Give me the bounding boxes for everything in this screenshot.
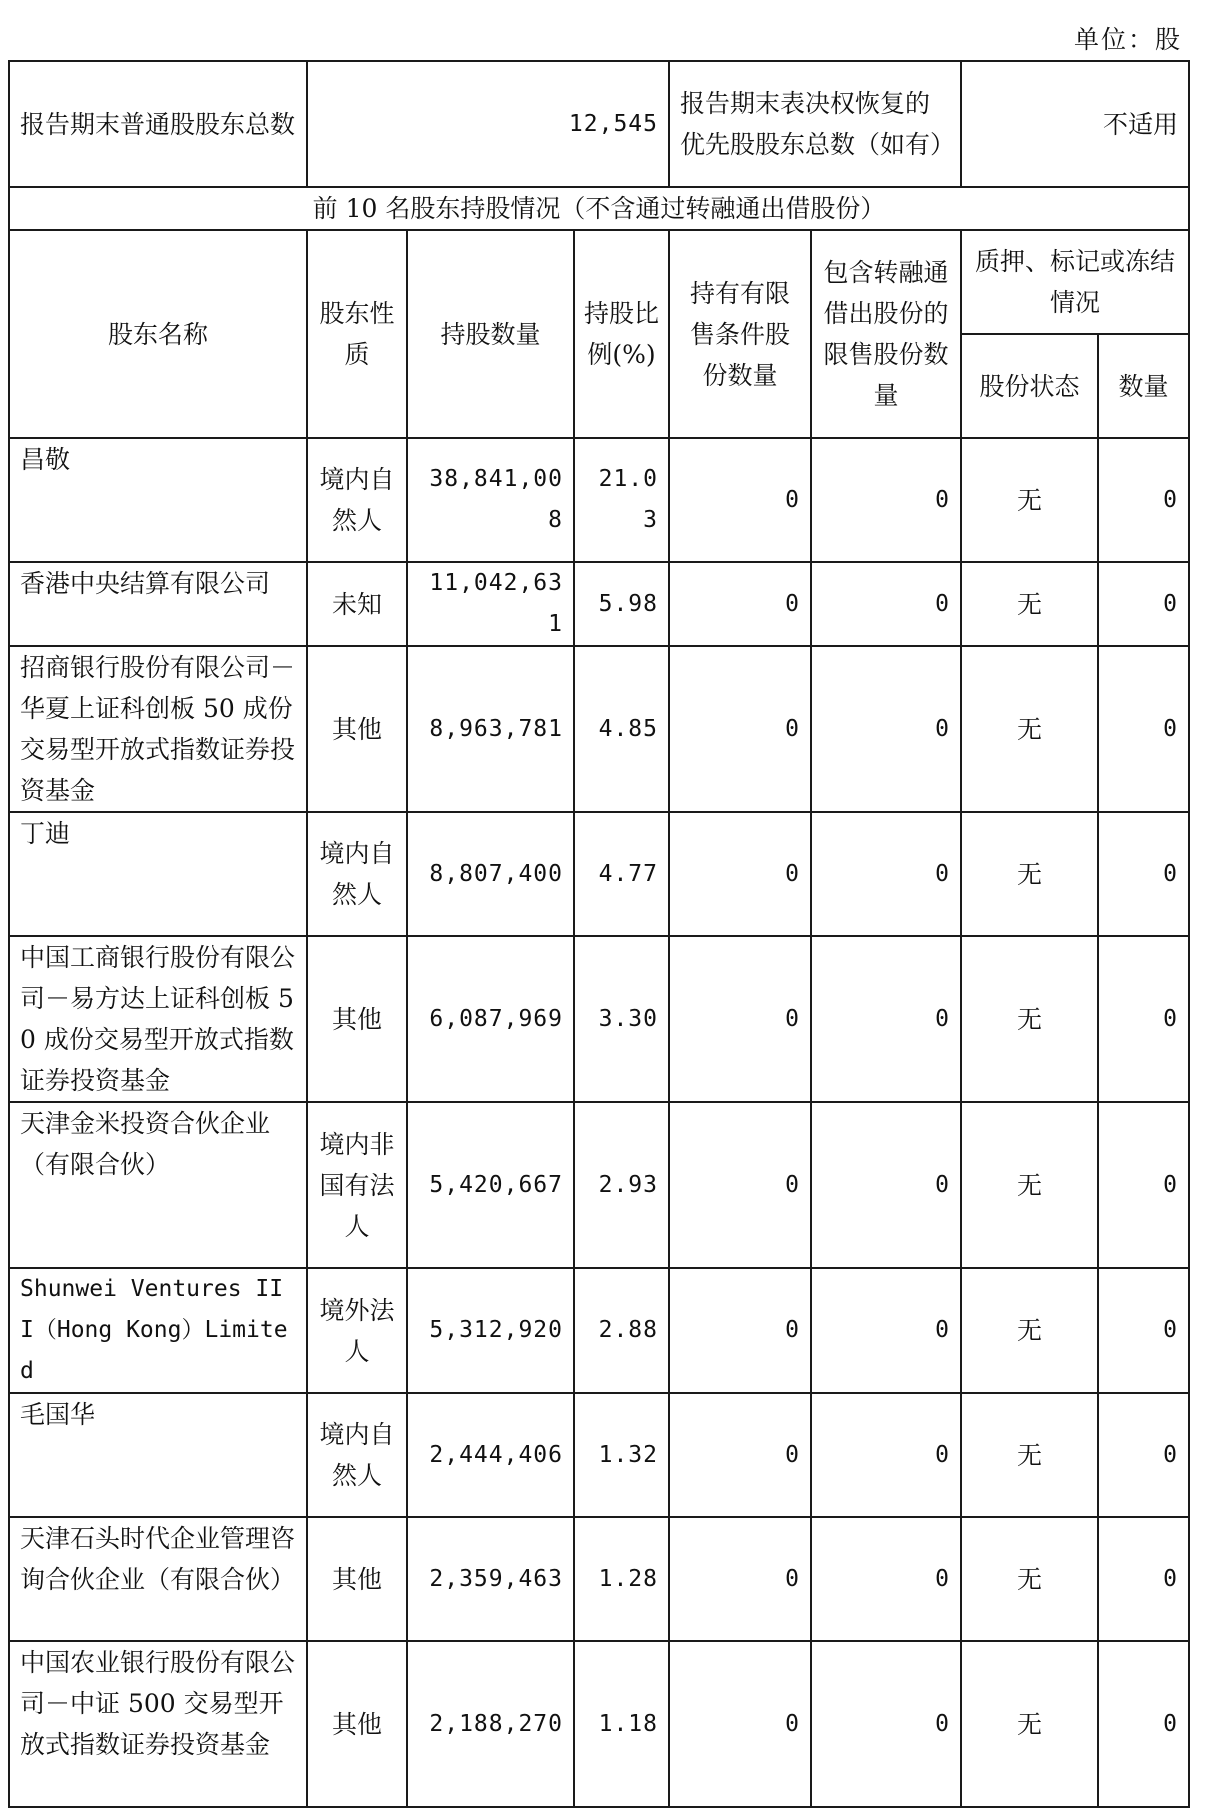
cell-qty: 0 bbox=[1098, 1102, 1189, 1268]
table-row bbox=[9, 936, 1189, 1102]
cell-lent: 0 bbox=[811, 646, 961, 812]
cell-qty: 0 bbox=[1098, 812, 1189, 936]
cell-name: 中国农业银行股份有限公司－中证 500 交易型开放式指数证券投资基金 bbox=[9, 1641, 307, 1807]
header-lent-restricted: 包含转融通借出股份的限售股份数量 bbox=[811, 230, 961, 438]
cell-shares: 2,188,270 bbox=[407, 1641, 574, 1807]
cell-nature: 其他 bbox=[307, 1517, 407, 1641]
common-holders-label: 报告期末普通股股东总数 bbox=[9, 61, 307, 187]
header-shares: 持股数量 bbox=[407, 230, 574, 438]
header-ratio: 持股比例(%) bbox=[574, 230, 669, 438]
cell-nature: 境内自然人 bbox=[307, 438, 407, 562]
cell-nature: 境内自然人 bbox=[307, 812, 407, 936]
cell-name: 昌敬 bbox=[9, 438, 307, 562]
cell-lent: 0 bbox=[811, 936, 961, 1102]
cell-qty: 0 bbox=[1098, 1517, 1189, 1641]
cell-ratio: 2.88 bbox=[574, 1268, 669, 1393]
cell-name: Shunwei Ventures III（Hong Kong）Limited bbox=[9, 1268, 307, 1393]
cell-shares: 2,359,463 bbox=[407, 1517, 574, 1641]
cell-shares: 5,420,667 bbox=[407, 1102, 574, 1268]
common-holders-value: 12,545 bbox=[307, 61, 669, 187]
preferred-holders-value: 不适用 bbox=[961, 61, 1189, 187]
cell-qty: 0 bbox=[1098, 1268, 1189, 1393]
cell-nature: 未知 bbox=[307, 562, 407, 646]
cell-qty: 0 bbox=[1098, 646, 1189, 812]
cell-qty: 0 bbox=[1098, 936, 1189, 1102]
shareholder-table bbox=[8, 60, 1190, 1808]
cell-nature: 境内非国有法人 bbox=[307, 1102, 407, 1268]
table-row bbox=[9, 1641, 1189, 1807]
cell-nature: 其他 bbox=[307, 646, 407, 812]
cell-restricted: 0 bbox=[669, 812, 811, 936]
cell-nature: 其他 bbox=[307, 1641, 407, 1807]
cell-name: 天津石头时代企业管理咨询合伙企业（有限合伙） bbox=[9, 1517, 307, 1641]
unit-label: 单位：股 bbox=[1073, 25, 1182, 54]
header-row bbox=[9, 230, 1189, 334]
header-pledge-qty: 数量 bbox=[1098, 334, 1189, 438]
cell-lent: 0 bbox=[811, 812, 961, 936]
cell-restricted: 0 bbox=[669, 1641, 811, 1807]
cell-ratio: 1.28 bbox=[574, 1517, 669, 1641]
cell-ratio: 2.93 bbox=[574, 1102, 669, 1268]
cell-status: 无 bbox=[961, 1393, 1098, 1517]
cell-ratio: 21.03 bbox=[574, 438, 669, 562]
cell-status: 无 bbox=[961, 1102, 1098, 1268]
cell-status: 无 bbox=[961, 1268, 1098, 1393]
cell-status: 无 bbox=[961, 936, 1098, 1102]
cell-qty: 0 bbox=[1098, 1641, 1189, 1807]
cell-qty: 0 bbox=[1098, 438, 1189, 562]
cell-ratio: 4.77 bbox=[574, 812, 669, 936]
table-row bbox=[9, 1393, 1189, 1517]
cell-lent: 0 bbox=[811, 1641, 961, 1807]
cell-shares: 38,841,008 bbox=[407, 438, 574, 562]
cell-name: 天津金米投资合伙企业（有限合伙） bbox=[9, 1102, 307, 1268]
preferred-holders-label: 报告期末表决权恢复的优先股股东总数（如有） bbox=[669, 61, 961, 187]
cell-lent: 0 bbox=[811, 1268, 961, 1393]
cell-ratio: 3.30 bbox=[574, 936, 669, 1102]
section-title: 前 10 名股东持股情况（不含通过转融通出借股份） bbox=[9, 187, 1189, 230]
header-pledge-group: 质押、标记或冻结情况 bbox=[961, 230, 1189, 334]
table-row bbox=[9, 1268, 1189, 1393]
cell-lent: 0 bbox=[811, 1517, 961, 1641]
cell-restricted: 0 bbox=[669, 1102, 811, 1268]
table-row bbox=[9, 1102, 1189, 1268]
section-title-row bbox=[9, 187, 1189, 230]
cell-restricted: 0 bbox=[669, 646, 811, 812]
cell-shares: 2,444,406 bbox=[407, 1393, 574, 1517]
cell-shares: 6,087,969 bbox=[407, 936, 574, 1102]
cell-ratio: 1.18 bbox=[574, 1641, 669, 1807]
cell-status: 无 bbox=[961, 812, 1098, 936]
cell-lent: 0 bbox=[811, 1393, 961, 1517]
cell-name: 香港中央结算有限公司 bbox=[9, 562, 307, 646]
cell-restricted: 0 bbox=[669, 1517, 811, 1641]
cell-name: 招商银行股份有限公司－华夏上证科创板 50 成份交易型开放式指数证券投资基金 bbox=[9, 646, 307, 812]
cell-status: 无 bbox=[961, 646, 1098, 812]
table-row bbox=[9, 562, 1189, 646]
table-row bbox=[9, 438, 1189, 562]
cell-shares: 8,963,781 bbox=[407, 646, 574, 812]
cell-ratio: 1.32 bbox=[574, 1393, 669, 1517]
cell-lent: 0 bbox=[811, 438, 961, 562]
cell-restricted: 0 bbox=[669, 936, 811, 1102]
cell-nature: 境内自然人 bbox=[307, 1393, 407, 1517]
cell-status: 无 bbox=[961, 1641, 1098, 1807]
cell-qty: 0 bbox=[1098, 1393, 1189, 1517]
cell-shares: 8,807,400 bbox=[407, 812, 574, 936]
table-row bbox=[9, 646, 1189, 812]
cell-lent: 0 bbox=[811, 562, 961, 646]
table-row bbox=[9, 1517, 1189, 1641]
cell-ratio: 5.98 bbox=[574, 562, 669, 646]
cell-status: 无 bbox=[961, 438, 1098, 562]
cell-restricted: 0 bbox=[669, 1268, 811, 1393]
cell-restricted: 0 bbox=[669, 1393, 811, 1517]
cell-name: 丁迪 bbox=[9, 812, 307, 936]
cell-nature: 其他 bbox=[307, 936, 407, 1102]
cell-status: 无 bbox=[961, 1517, 1098, 1641]
cell-restricted: 0 bbox=[669, 562, 811, 646]
table-row bbox=[9, 812, 1189, 936]
header-restricted: 持有有限售条件股份数量 bbox=[669, 230, 811, 438]
cell-restricted: 0 bbox=[669, 438, 811, 562]
cell-lent: 0 bbox=[811, 1102, 961, 1268]
cell-name: 中国工商银行股份有限公司－易方达上证科创板 50 成份交易型开放式指数证券投资基金 bbox=[9, 936, 307, 1102]
header-pledge-status: 股份状态 bbox=[961, 334, 1098, 438]
cell-status: 无 bbox=[961, 562, 1098, 646]
cell-shares: 11,042,631 bbox=[407, 562, 574, 646]
cell-ratio: 4.85 bbox=[574, 646, 669, 812]
summary-row bbox=[9, 61, 1189, 187]
cell-shares: 5,312,920 bbox=[407, 1268, 574, 1393]
cell-nature: 境外法人 bbox=[307, 1268, 407, 1393]
cell-qty: 0 bbox=[1098, 562, 1189, 646]
cell-name: 毛国华 bbox=[9, 1393, 307, 1517]
header-nature: 股东性质 bbox=[307, 230, 407, 438]
header-name: 股东名称 bbox=[9, 230, 307, 438]
